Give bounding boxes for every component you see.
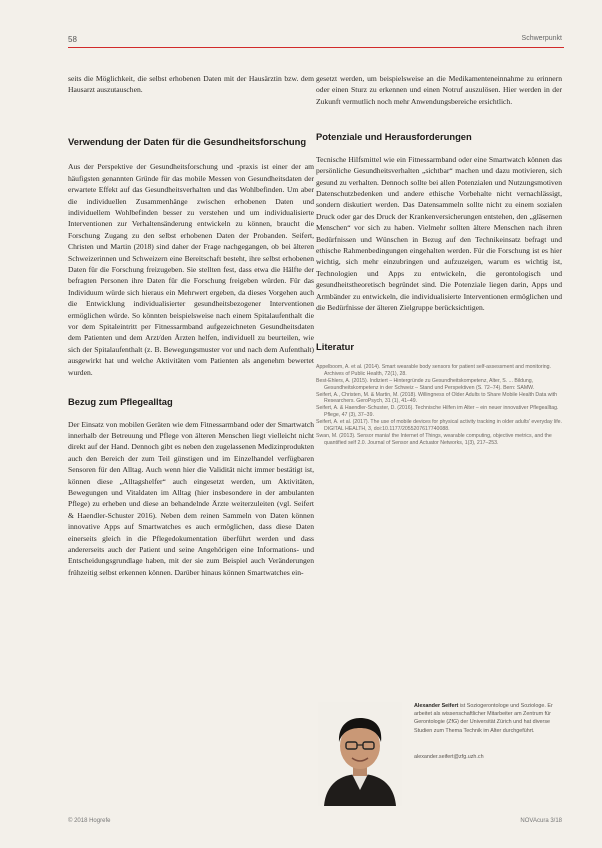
- reference-item: Appelboom, A. et al. (2014). Smart wearable body sensors for patient self-assessment and monitoring. Archives of Public Health, 72(1), 28.: [316, 363, 551, 377]
- left-intro-paragraph: seits die Möglichkeit, die selbst erhobenen Daten mit der Hausärztin bzw. dem Hausarzt auszutauschen.: [68, 74, 314, 95]
- author-bio: ist Soziogerontologe und Soziologe. Er arbeitet als wissenschaftlicher Mitarbeiter am Zentrum für Gerontologie (ZfG) der Universität Zürich und hat diverse Studien zum Thema Technik im Alter durchgeführt.: [414, 703, 553, 734]
- running-head: Schwerpunkt: [521, 35, 562, 42]
- reference-item: Best-Ehlers, A. (2015). Indiziert – Hintergründe zu Gesundheitskompetenz, Alter, S. ... Bildung, Gesundheitskompetenz in der Schweiz – Stand und Perspektiven (S. 72–74). Bern: SAMW.: [316, 377, 535, 391]
- reference-item: Seifert, A. et al. (2017). The use of mobile devices for physical activity tracking in older adults' everyday life. DIGITAL HEALTH, 3, doi:10.1177/2055207617740088.: [316, 419, 562, 433]
- page-number: 58: [68, 35, 77, 44]
- right-intro-paragraph: gesetzt werden, um beispielsweise an die Medikamenteneinnahme zu erinnern oder einen Sturz zu erkennen und einen Notruf auszulösen. Hier werden in der Zukunft vermutlich noch mehr Anwendungsbereiche ersichtlich.: [316, 74, 562, 106]
- reference-item: Swan, M. (2013). Sensor mania! the Internet of Things, wearable computing, objective metrics, and the quantified self 2.0. Journal of Sensor and Actuator Networks, 1(3), 217–253.: [316, 432, 552, 446]
- reference-list: [316, 364, 562, 447]
- author-photo: [318, 702, 402, 806]
- section-body-potentials: Tecnische Hilfsmittel wie ein Fitnessarmband oder eine Smartwatch können das persönliche Gesundheitsverhalten „sichtbar“ machen und dazu motivieren, sich gesund zu verhalten. Dennoch sollte bei allen Potenzialen und Nutzungsmotiven Datenschutzbedenken und andere ethische Vorbehalte nicht vernachlässigt, sondern diskutiert werden. Das Datensammeln sollte nicht zu einem sozialen Druck oder gar des Druck der Krankenversicherungen entstehen, den „gläsernen Menschen“ vor sich zu haben. Vielmehr sollten ältere Menschen nach ihren Bedürfnissen und Wünschen in Bezug auf den Technikeinsatz befragt und ethische Rahmenbedingungen eingehalten werden. Für die Forschung ist es hier wichtig, sich mehr einzubringen und aufzuzeigen, warum es wichtig ist, Technologien und Apps zu entwickeln, die gerontologisch und gesundheitstheoretisch begründet sind. Die Potenziale liegen darin, Apps und Armbänder zu entwickeln, die individualisierte Interventionen ermöglichen und die Bedürfnisse der älteren Zielgruppe berücksichtigen.: [316, 154, 562, 312]
- author-bio-block: [414, 702, 564, 761]
- left-column: [68, 73, 314, 578]
- footer-publisher: © 2018 Hogrefe: [68, 818, 111, 824]
- right-column: [316, 73, 562, 447]
- author-name: Alexander Seifert: [414, 703, 459, 709]
- author-email[interactable]: alexander.seifert@zfg.uzh.ch: [414, 753, 484, 760]
- section-heading-care: Bezug zum Pflegealltag: [68, 396, 173, 408]
- section-heading-data-research: Verwendung der Daten für die Gesundheitsforschung: [68, 135, 307, 147]
- header-rule: [68, 47, 564, 48]
- reference-item: Seifert, A., Christen, M. & Martin, M. (2018). Willingness of Older Adults to Share Mobile Health Data with Researchers. GeroPsych, 31 (1), 41–49.: [316, 391, 558, 405]
- footer-issue: NOVAcura 3/18: [520, 818, 562, 824]
- section-heading-potentials: Potenziale und Herausforderungen: [316, 131, 472, 143]
- section-body-data-research: Aus der Perspektive der Gesundheitsforschung und -praxis ist einer der am häufigsten genannten Gründe für das mobile Messen von Gesundheitsdaten der erwartete Effekt auf das Gesundheitsverhalten und das Wohlbefinden. Um aber die individuellen Zusammenhänge zwischen erhobenen Daten und individuellem Wohlbefinden besser zu verstehen und um individualisierte Interventionen zur Verhaltensänderung entwickeln zu können, braucht die Forschung Zugang zu den selbst erhobenen Daten der Probanden. Seifert, Christen und Martin (2018) sind daher der Frage nachgegangen, ob bei älteren Schweizerinnen und Schweizern eine Bereitschaft besteht, ihre selbst erhobenen Daten für die Forschung freizugeben. Sie stellten fest, dass etwa die Hälfte der befragten Personen ihre Daten für die Forschung freigeben würden. Für das Individuum würde sich hieraus ein Mehrwert ergeben, da dieses Vorgehen auch die Entwicklung individualisierter gesundheitsbezogener Interventionen ermöglichen würde. So könnten beispielsweise nach einem Spitalaufenthalt die vor dem Spitaleintritt per Fitnessarmband aufgezeichneten Gesundheitsdaten dem Patienten und dem Arzt/den Ärzten helfen, individuell zu beurteilen, wie sich der Spitalaufenthalt (z. B. Bewegungsmuster vor und nach dem Aufenthalt) ausgewirkt hat und welche Aktivitäten vom Patienten als angenehm bewertet wurden.: [68, 162, 314, 377]
- reference-item: Seifert, A. & Haendler-Schuster, D. (2016). Technische Hilfen im Alter – ein neuer innovativer Pflegealltag. Pflege, 47 (3), 37–39.: [316, 405, 559, 419]
- section-heading-literature: Literatur: [316, 341, 355, 353]
- section-body-care: Der Einsatz von mobilen Geräten wie dem Fitnessarmband oder der Smartwatch innerhalb der Betreuung und Pflege von älteren Menschen liegt vielleicht nicht direkt auf der Hand. Dennoch gibt es neben den zugelassenen Medizinprodukten auch den Bereich der zum Teil günstigen und im Einzelhandel verfügbaren Sensoren für den Alltag. Auch wenn hier die Validität nicht immer bestätigt ist, können diese „Alltagshelfer“ auch eingesetzt werden, um Aktivitäten, Bewegungen und Vitaldaten im Alltag (hier insbesondere in der ambulanten Pflege) zu erheben und diese an behandelnde Ärzte weiterzuleiten (vgl. Seifert & Haendler-Schuster 2016). Neben dem reinen Sammeln von Daten können innovative Apps auf Smartwatches es auch ermöglichen, dass diese Daten einerseits gleich in die Pflegedokumentation überführt werden und dass andererseits auch der Patient und seine Angehörigen eine Informations- und Entscheidungsgrundlage haben, mit der sie zum Beispiel auch Veränderungen frühzeitig selbst erkennen können. Darüber hinaus können Smartwatches ein-: [68, 419, 314, 577]
- author-box: [316, 702, 562, 822]
